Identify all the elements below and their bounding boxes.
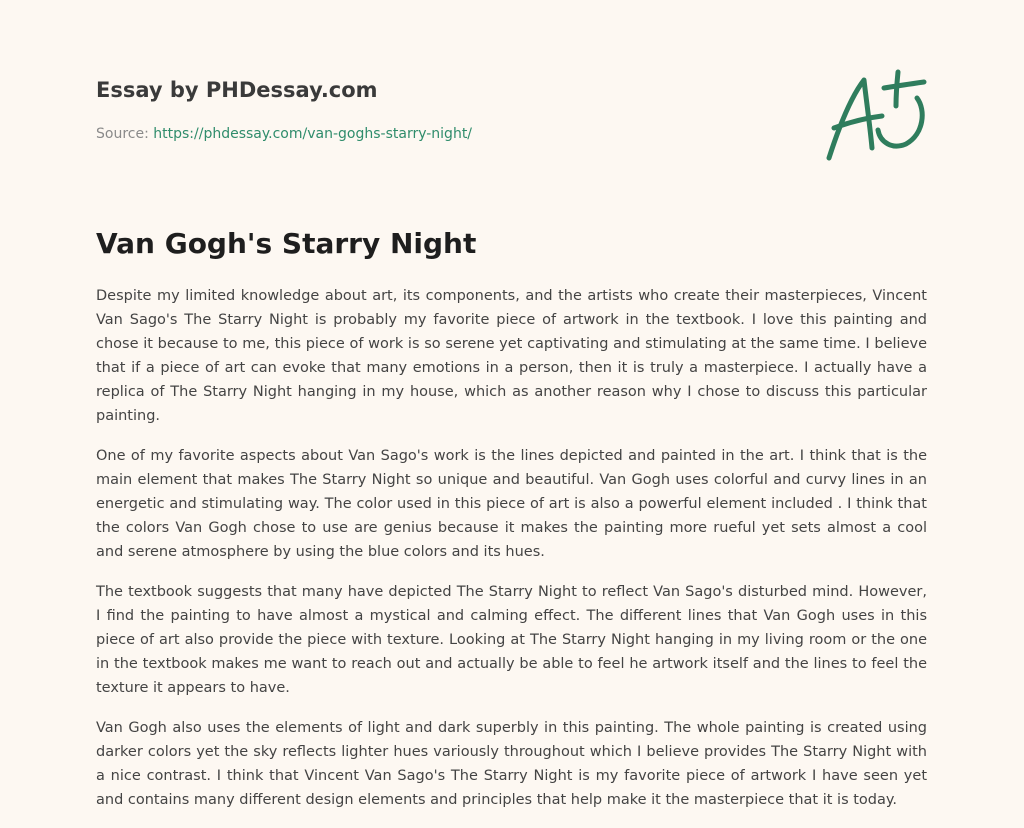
essay-paragraph: One of my favorite aspects about Van Sago's work is the lines depicted and painted in the art. I think that is the main element that makes The Starry Night so unique and beautiful. Van Gogh uses colorful and curvy lines in an energetic and stimulating way. The color used in this piece of art is also a powerful element included . I think that the colors Van Gogh chose to use are genius because it makes the painting more rueful yet sets almost a cool and serene atmosphere by using the blue colors and its hues. <box>96 448 927 560</box>
document-header <box>96 76 796 142</box>
essay-paragraph: The textbook suggests that many have depicted The Starry Night to reflect Van Sago's disturbed mind. However, I find the painting to have almost a mystical and calming effect. The different lines that Van Gogh uses in this piece of art also provide the piece with texture. Looking at The Starry Night hanging in my living room or the one in the textbook makes me want to reach out and actually be able to feel he artwork itself and the lines to feel the texture it appears to have. <box>96 584 927 696</box>
source-link[interactable]: https://phdessay.com/van-goghs-starry-night/ <box>153 126 473 142</box>
brand-title: Essay by PHDessay.com <box>96 78 378 102</box>
essay-body <box>96 284 927 828</box>
source-label: Source: <box>96 126 154 142</box>
essay-title: Van Gogh's Starry Night <box>96 227 477 260</box>
essay-paragraph: Van Gogh also uses the elements of light and dark superbly in this painting. The whole painting is created using darker colors yet the sky reflects lighter hues variously throughout which I believe provides The Starry Night with a nice contrast. I think that Vincent Van Sago's The Starry Night is my favorite piece of artwork I have seen yet and contains many different design elements and principles that help make it the masterpiece that it is today. <box>96 720 927 808</box>
a-plus-logo-icon <box>820 68 930 166</box>
source-line <box>96 124 472 144</box>
essay-paragraph: Despite my limited knowledge about art, its components, and the artists who create their masterpieces, Vincent Van Sago's The Starry Night is probably my favorite piece of artwork in the textbook. I love this painting and chose it because to me, this piece of work is so serene yet captivating and stimulating at the same time. I believe that if a piece of art can evoke that many emotions in a person, then it is truly a masterpiece. I actually have a replica of The Starry Night hanging in my house, which as another reason why I chose to discuss this particular painting. <box>96 288 927 424</box>
